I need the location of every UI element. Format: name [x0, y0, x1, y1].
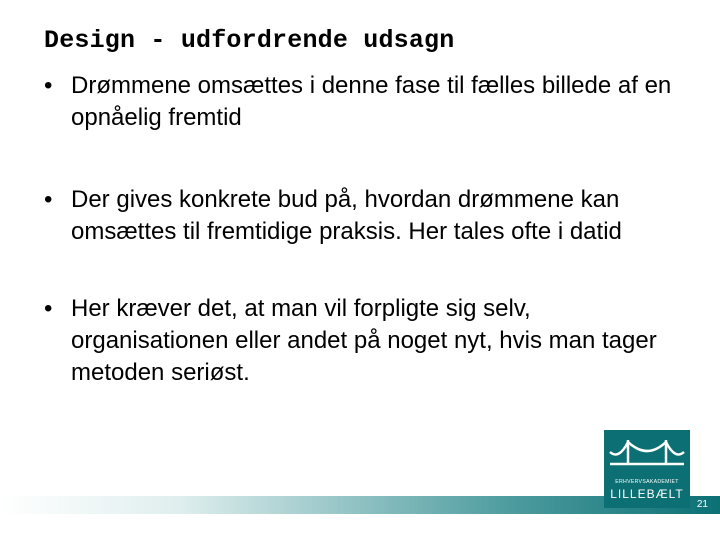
erhvervsakademiet-lillebaelt-logo	[604, 430, 690, 508]
bullet-item-2	[44, 184, 684, 248]
bullet-item-3	[44, 293, 684, 389]
page-number: 21	[696, 499, 708, 510]
bridge-icon	[604, 430, 690, 508]
bullet-text: Drømmene omsættes i denne fase til fælles billede af en opnåelig fremtid	[71, 72, 672, 131]
bullet-marker: •	[44, 295, 53, 322]
bullet-text: Der gives konkrete bud på, hvordan drømmene kan omsættes til fremtidige praksis. Her tales ofte i datid	[71, 186, 622, 245]
bullet-item-1	[44, 70, 684, 134]
bullet-list	[44, 70, 684, 389]
logo-line-2: LILLEBÆLT	[610, 487, 684, 501]
bullet-marker: •	[44, 72, 53, 99]
logo-line-1: ERHVERVSAKADEMIET	[615, 479, 679, 485]
bullet-text: Her kræver det, at man vil forpligte sig selv, organisationen eller andet på noget nyt, hvis man tager metoden seriøst.	[71, 295, 657, 386]
bullet-marker: •	[44, 186, 53, 213]
slide-title: Design - udfordrende udsagn	[44, 26, 455, 55]
